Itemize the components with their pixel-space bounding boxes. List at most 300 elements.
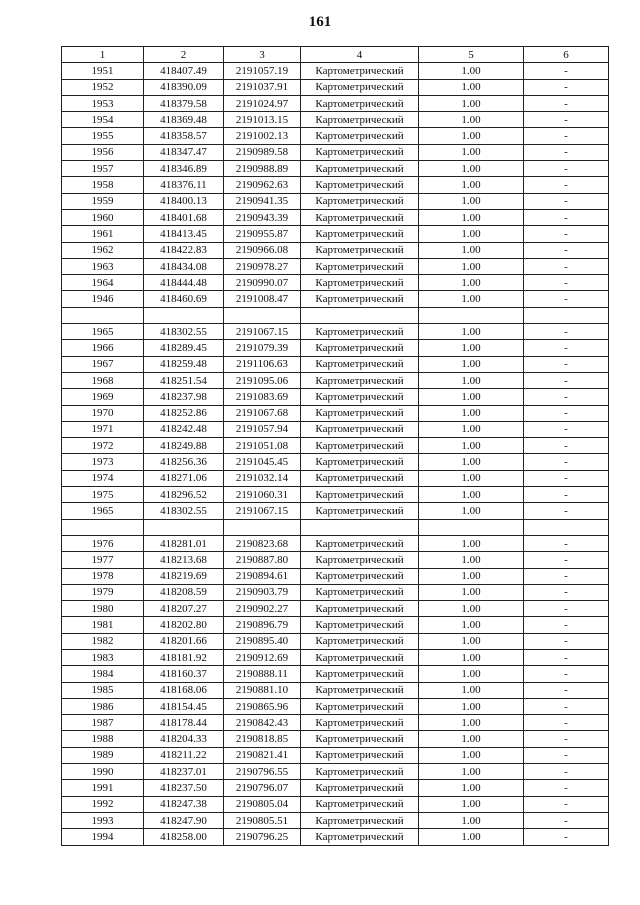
table-cell: - xyxy=(524,389,609,405)
table-cell: 1993 xyxy=(62,812,144,828)
table-cell: 1962 xyxy=(62,242,144,258)
table-row xyxy=(62,161,609,177)
table-cell: Картометрический xyxy=(301,226,419,242)
table-cell: 1992 xyxy=(62,796,144,812)
table-cell: - xyxy=(524,812,609,828)
table-cell: 2191008.47 xyxy=(224,291,301,307)
table-cell: 1.00 xyxy=(419,340,524,356)
table-cell: 1.00 xyxy=(419,715,524,731)
table-cell: 2190887.80 xyxy=(224,552,301,568)
table-cell: - xyxy=(524,161,609,177)
table-cell: Картометрический xyxy=(301,291,419,307)
table-cell: 418302.55 xyxy=(144,324,224,340)
table-cell: - xyxy=(524,63,609,79)
table-cell: 2191057.94 xyxy=(224,421,301,437)
table-cell: 418251.54 xyxy=(144,372,224,388)
table-cell: 2190896.79 xyxy=(224,617,301,633)
table-row xyxy=(62,421,609,437)
table-cell: 418242.48 xyxy=(144,421,224,437)
table-cell: Картометрический xyxy=(301,829,419,845)
table-row xyxy=(62,258,609,274)
table-cell: 1.00 xyxy=(419,63,524,79)
table-cell: 418407.49 xyxy=(144,63,224,79)
table-cell: 418252.86 xyxy=(144,405,224,421)
table-cell: - xyxy=(524,275,609,291)
table-cell: Картометрический xyxy=(301,584,419,600)
table-cell: 1991 xyxy=(62,780,144,796)
table-cell: 1946 xyxy=(62,291,144,307)
table-cell: 1.00 xyxy=(419,209,524,225)
table-cell: 1.00 xyxy=(419,666,524,682)
table-cell: Картометрический xyxy=(301,161,419,177)
table-row xyxy=(62,405,609,421)
table-cell: 1.00 xyxy=(419,552,524,568)
table-cell: - xyxy=(524,666,609,682)
table-cell: 1.00 xyxy=(419,535,524,551)
table-cell: - xyxy=(524,79,609,95)
table-cell: 2190902.27 xyxy=(224,601,301,617)
table-cell: 1982 xyxy=(62,633,144,649)
table-row xyxy=(62,666,609,682)
table-cell: - xyxy=(524,698,609,714)
table-cell: 1.00 xyxy=(419,764,524,780)
table-cell: Картометрический xyxy=(301,470,419,486)
table-cell: 1.00 xyxy=(419,128,524,144)
table-cell: Картометрический xyxy=(301,405,419,421)
table-cell: 418211.22 xyxy=(144,747,224,763)
table-cell: 418444.48 xyxy=(144,275,224,291)
table-row xyxy=(62,438,609,454)
table-cell: Картометрический xyxy=(301,128,419,144)
table-row xyxy=(62,226,609,242)
table-cell: 418154.45 xyxy=(144,698,224,714)
table-cell: 2191013.15 xyxy=(224,112,301,128)
table-cell: 418259.48 xyxy=(144,356,224,372)
table-cell xyxy=(419,307,524,323)
table-cell: 418376.11 xyxy=(144,177,224,193)
table-cell xyxy=(524,307,609,323)
table-cell: - xyxy=(524,405,609,421)
table-cell: 1.00 xyxy=(419,421,524,437)
table-cell: 1951 xyxy=(62,63,144,79)
table-cell: - xyxy=(524,356,609,372)
table-row xyxy=(62,324,609,340)
table-cell: Картометрический xyxy=(301,340,419,356)
table-cell: 1965 xyxy=(62,503,144,519)
table-cell: Картометрический xyxy=(301,503,419,519)
table-cell: 1.00 xyxy=(419,601,524,617)
table-cell: 1.00 xyxy=(419,812,524,828)
table-cell: 1.00 xyxy=(419,698,524,714)
table-cell: 1.00 xyxy=(419,389,524,405)
table-cell: Картометрический xyxy=(301,144,419,160)
coordinates-table xyxy=(61,46,609,846)
table-row xyxy=(62,552,609,568)
table-cell: 1.00 xyxy=(419,242,524,258)
table-cell: Картометрический xyxy=(301,389,419,405)
table-cell: 1961 xyxy=(62,226,144,242)
table-cell: 1955 xyxy=(62,128,144,144)
table-row xyxy=(62,112,609,128)
table-row xyxy=(62,63,609,79)
table-cell: 1988 xyxy=(62,731,144,747)
table-cell: 2191037.91 xyxy=(224,79,301,95)
table-cell: 1953 xyxy=(62,95,144,111)
table-cell: 2190990.07 xyxy=(224,275,301,291)
table-cell: - xyxy=(524,421,609,437)
table-cell: Картометрический xyxy=(301,780,419,796)
table-cell: 418178.44 xyxy=(144,715,224,731)
table-cell: - xyxy=(524,258,609,274)
table-cell: 418237.98 xyxy=(144,389,224,405)
table-cell: 1.00 xyxy=(419,226,524,242)
table-cell: 2190989.58 xyxy=(224,144,301,160)
table-row xyxy=(62,535,609,551)
table-cell: 418160.37 xyxy=(144,666,224,682)
table-cell: 418271.06 xyxy=(144,470,224,486)
table-cell: Картометрический xyxy=(301,731,419,747)
table-cell: 1.00 xyxy=(419,161,524,177)
table-cell: 1985 xyxy=(62,682,144,698)
table-cell: 1986 xyxy=(62,698,144,714)
table-cell: Картометрический xyxy=(301,633,419,649)
table-cell: 1.00 xyxy=(419,731,524,747)
table-cell: 1968 xyxy=(62,372,144,388)
table-cell: 2190842.43 xyxy=(224,715,301,731)
table-cell: 2190865.96 xyxy=(224,698,301,714)
table-cell: Картометрический xyxy=(301,421,419,437)
table-row xyxy=(62,715,609,731)
table-cell: Картометрический xyxy=(301,715,419,731)
table-cell: - xyxy=(524,764,609,780)
table-cell: 2191024.97 xyxy=(224,95,301,111)
table-cell: 2190805.51 xyxy=(224,812,301,828)
table-cell: 2190988.89 xyxy=(224,161,301,177)
table-cell: 2190903.79 xyxy=(224,584,301,600)
table-row xyxy=(62,356,609,372)
table-cell: Картометрический xyxy=(301,63,419,79)
table-cell: - xyxy=(524,226,609,242)
table-row xyxy=(62,209,609,225)
table-row xyxy=(62,568,609,584)
table-cell: 1.00 xyxy=(419,372,524,388)
table-cell: - xyxy=(524,177,609,193)
table-row xyxy=(62,829,609,845)
table-cell: 1.00 xyxy=(419,324,524,340)
table-cell: 418258.00 xyxy=(144,829,224,845)
table-row xyxy=(62,389,609,405)
table-cell: - xyxy=(524,128,609,144)
table-cell: Картометрический xyxy=(301,796,419,812)
table-cell: 418413.45 xyxy=(144,226,224,242)
table-row xyxy=(62,487,609,503)
table-cell: Картометрический xyxy=(301,372,419,388)
table-row xyxy=(62,780,609,796)
table-cell: 1989 xyxy=(62,747,144,763)
table-cell: 1.00 xyxy=(419,405,524,421)
table-cell: Картометрический xyxy=(301,682,419,698)
table-cell: - xyxy=(524,291,609,307)
table-cell: 2191051.08 xyxy=(224,438,301,454)
table-cell: 2190796.25 xyxy=(224,829,301,845)
table-cell: Картометрический xyxy=(301,812,419,828)
table-cell xyxy=(419,519,524,535)
table-cell: Картометрический xyxy=(301,193,419,209)
table-cell: 1980 xyxy=(62,601,144,617)
table-cell: 2190823.68 xyxy=(224,535,301,551)
table-cell xyxy=(524,519,609,535)
table-cell: - xyxy=(524,454,609,470)
table-cell: 1.00 xyxy=(419,79,524,95)
table-row xyxy=(62,503,609,519)
table-cell xyxy=(224,519,301,535)
table-cell: - xyxy=(524,193,609,209)
table-cell xyxy=(301,307,419,323)
table-cell: Картометрический xyxy=(301,79,419,95)
table-cell: 418213.68 xyxy=(144,552,224,568)
table-cell: 1.00 xyxy=(419,780,524,796)
table-row xyxy=(62,764,609,780)
table-cell: 2190894.61 xyxy=(224,568,301,584)
table-row xyxy=(62,601,609,617)
table-cell: - xyxy=(524,829,609,845)
table-cell: 2190966.08 xyxy=(224,242,301,258)
table-cell: 2190895.40 xyxy=(224,633,301,649)
table-cell: 418401.68 xyxy=(144,209,224,225)
table-cell: 1.00 xyxy=(419,617,524,633)
page-number: 161 xyxy=(308,14,332,30)
table-cell: 1983 xyxy=(62,649,144,665)
table-cell: 418249.88 xyxy=(144,438,224,454)
table-cell: 418390.09 xyxy=(144,79,224,95)
table-cell: 2190796.07 xyxy=(224,780,301,796)
table-cell: 418208.59 xyxy=(144,584,224,600)
table-cell: 2190881.10 xyxy=(224,682,301,698)
table-row xyxy=(62,144,609,160)
table-cell: 418379.58 xyxy=(144,95,224,111)
table-cell: 1.00 xyxy=(419,258,524,274)
table-cell: 1990 xyxy=(62,764,144,780)
table-row xyxy=(62,519,609,535)
table-cell: 418400.13 xyxy=(144,193,224,209)
table-cell: 2191032.14 xyxy=(224,470,301,486)
table-cell: - xyxy=(524,209,609,225)
table-cell: 1970 xyxy=(62,405,144,421)
table-cell: 418181.92 xyxy=(144,649,224,665)
table-cell: 1984 xyxy=(62,666,144,682)
table-cell: 1974 xyxy=(62,470,144,486)
table-cell: 1.00 xyxy=(419,454,524,470)
table-body xyxy=(62,47,609,846)
table-cell: Картометрический xyxy=(301,601,419,617)
table-cell: 2191002.13 xyxy=(224,128,301,144)
table-row xyxy=(62,617,609,633)
table-cell: - xyxy=(524,372,609,388)
table-row xyxy=(62,731,609,747)
table-cell: Картометрический xyxy=(301,552,419,568)
table-cell: 2190912.69 xyxy=(224,649,301,665)
table-cell: Картометрический xyxy=(301,356,419,372)
table-cell: - xyxy=(524,144,609,160)
table-cell: 2191045.45 xyxy=(224,454,301,470)
table-cell: 2190805.04 xyxy=(224,796,301,812)
table-cell: 418204.33 xyxy=(144,731,224,747)
table-row xyxy=(62,340,609,356)
table-row xyxy=(62,372,609,388)
table-cell: 1973 xyxy=(62,454,144,470)
table-cell: 418256.36 xyxy=(144,454,224,470)
table-cell: 2191095.06 xyxy=(224,372,301,388)
table-row xyxy=(62,812,609,828)
table-cell: 1.00 xyxy=(419,144,524,160)
table-cell: 1.00 xyxy=(419,796,524,812)
table-cell: 1960 xyxy=(62,209,144,225)
table-cell: 418346.89 xyxy=(144,161,224,177)
table-cell: Картометрический xyxy=(301,324,419,340)
table-cell: Картометрический xyxy=(301,666,419,682)
table-cell: 418369.48 xyxy=(144,112,224,128)
table-cell: 418422.83 xyxy=(144,242,224,258)
table-cell: 418237.50 xyxy=(144,780,224,796)
table-cell xyxy=(62,307,144,323)
table-row xyxy=(62,698,609,714)
table-cell: 2191106.63 xyxy=(224,356,301,372)
table-cell: - xyxy=(524,649,609,665)
table-cell: 1.00 xyxy=(419,438,524,454)
table-cell: 2190888.11 xyxy=(224,666,301,682)
table-row xyxy=(62,682,609,698)
table-cell: 418207.27 xyxy=(144,601,224,617)
table-cell: 2190955.87 xyxy=(224,226,301,242)
table-cell: - xyxy=(524,780,609,796)
table-cell: Картометрический xyxy=(301,242,419,258)
table-cell: - xyxy=(524,584,609,600)
table-cell: 418347.47 xyxy=(144,144,224,160)
table-cell: 2190962.63 xyxy=(224,177,301,193)
table-row xyxy=(62,79,609,95)
table-cell: - xyxy=(524,617,609,633)
table-cell: 418281.01 xyxy=(144,535,224,551)
table-cell: 418247.38 xyxy=(144,796,224,812)
table-row xyxy=(62,95,609,111)
table-cell: - xyxy=(524,470,609,486)
table-cell: 1975 xyxy=(62,487,144,503)
table-cell: 1.00 xyxy=(419,682,524,698)
table-cell: 418247.90 xyxy=(144,812,224,828)
table-cell: - xyxy=(524,552,609,568)
table-cell: 1964 xyxy=(62,275,144,291)
table-cell: Картометрический xyxy=(301,438,419,454)
table-cell: 1981 xyxy=(62,617,144,633)
table-cell: 1977 xyxy=(62,552,144,568)
table-cell xyxy=(144,307,224,323)
table-cell: - xyxy=(524,633,609,649)
table-cell: 1979 xyxy=(62,584,144,600)
table-cell: - xyxy=(524,796,609,812)
table-cell: 1.00 xyxy=(419,356,524,372)
table-cell: 418237.01 xyxy=(144,764,224,780)
table-cell: - xyxy=(524,340,609,356)
table-cell: - xyxy=(524,535,609,551)
table-cell: 1.00 xyxy=(419,568,524,584)
table-cell: - xyxy=(524,438,609,454)
table-cell: 2191083.69 xyxy=(224,389,301,405)
table-cell: 1971 xyxy=(62,421,144,437)
table-cell: 1956 xyxy=(62,144,144,160)
table-cell xyxy=(144,519,224,535)
table-cell: - xyxy=(524,324,609,340)
table-cell: - xyxy=(524,112,609,128)
table-cell: 1963 xyxy=(62,258,144,274)
column-header: 3 xyxy=(224,47,301,63)
table-cell: 1.00 xyxy=(419,649,524,665)
table-row xyxy=(62,470,609,486)
table-cell: - xyxy=(524,487,609,503)
table-cell: Картометрический xyxy=(301,764,419,780)
table-cell: - xyxy=(524,682,609,698)
table-cell: 418289.45 xyxy=(144,340,224,356)
table-cell: 2191067.68 xyxy=(224,405,301,421)
table-cell: 418302.55 xyxy=(144,503,224,519)
table-cell: Картометрический xyxy=(301,747,419,763)
table-row xyxy=(62,747,609,763)
table-cell: 1.00 xyxy=(419,584,524,600)
table-cell xyxy=(301,519,419,535)
table-cell: Картометрический xyxy=(301,535,419,551)
table-cell: - xyxy=(524,568,609,584)
table-cell: 1969 xyxy=(62,389,144,405)
table-cell: 2191067.15 xyxy=(224,503,301,519)
table-cell: 2190978.27 xyxy=(224,258,301,274)
table-cell: 1.00 xyxy=(419,633,524,649)
table-cell: 1.00 xyxy=(419,487,524,503)
table-cell xyxy=(62,519,144,535)
table-cell: 418296.52 xyxy=(144,487,224,503)
table-cell: 2190821.41 xyxy=(224,747,301,763)
table-cell: Картометрический xyxy=(301,209,419,225)
table-cell: 1957 xyxy=(62,161,144,177)
table-cell: 418460.69 xyxy=(144,291,224,307)
table-row xyxy=(62,128,609,144)
table-cell xyxy=(224,307,301,323)
table-cell: 1.00 xyxy=(419,829,524,845)
table-row xyxy=(62,275,609,291)
table-cell: 418434.08 xyxy=(144,258,224,274)
table-cell: - xyxy=(524,731,609,747)
table-cell: Картометрический xyxy=(301,454,419,470)
table-cell: 1.00 xyxy=(419,275,524,291)
table-cell: - xyxy=(524,503,609,519)
table-cell: 1.00 xyxy=(419,95,524,111)
table-cell: 2191079.39 xyxy=(224,340,301,356)
table-cell: - xyxy=(524,95,609,111)
table-row xyxy=(62,796,609,812)
table-row xyxy=(62,193,609,209)
table-row xyxy=(62,242,609,258)
table-cell: 1972 xyxy=(62,438,144,454)
table-cell: 1.00 xyxy=(419,177,524,193)
table-cell: 1966 xyxy=(62,340,144,356)
table-cell: 2190818.85 xyxy=(224,731,301,747)
column-header: 4 xyxy=(301,47,419,63)
table-row xyxy=(62,291,609,307)
table-cell: 1954 xyxy=(62,112,144,128)
table-cell: 1.00 xyxy=(419,112,524,128)
table-row xyxy=(62,307,609,323)
table-cell: 1967 xyxy=(62,356,144,372)
column-header: 1 xyxy=(62,47,144,63)
table-row xyxy=(62,177,609,193)
